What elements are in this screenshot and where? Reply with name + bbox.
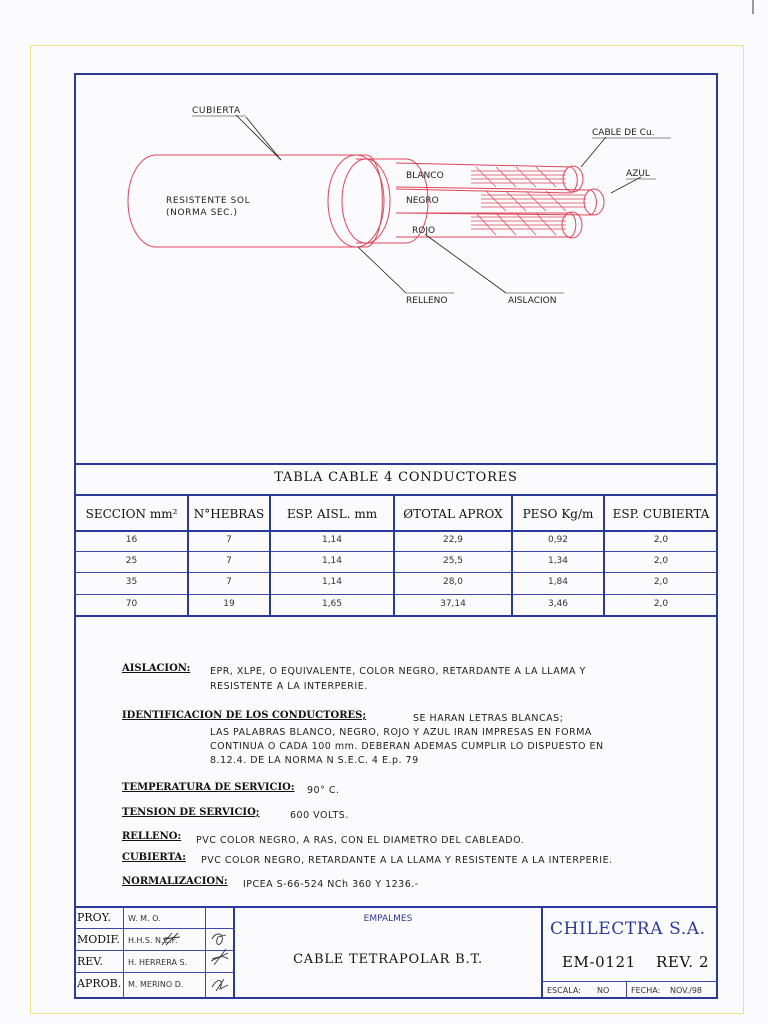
title-block-row-line [542,981,718,982]
signature-image [206,907,233,998]
company-name: CHILECTRA S.A. [550,919,706,939]
note-cubierta-head: CUBIERTA: [122,852,186,863]
note-relleno-value: PVC COLOR NEGRO, A RAS, CON EL DIAMETRO DEL CABLEADO. [196,835,525,846]
table-row-line [74,572,718,573]
table-header: PESO Kg/m [522,507,594,521]
note-relleno-head: RELLENO: [122,831,182,842]
table-header: SECCION mm² [85,507,178,521]
table-cell: 22,9 [442,535,464,545]
note-ident-line: CONTINUA O CADA 100 mm. DEBERAN ADEMAS CUMPLIR LO DISPUESTO EN [210,741,604,752]
table-top-line [74,463,718,465]
note-norm-head: NORMALIZACION: [122,876,228,887]
note-temp-value: 90° C. [307,785,340,796]
table-title-line [74,494,718,496]
title-block-divider [123,906,124,999]
fecha-label: FECHA: [631,986,661,995]
label-aislacion: AISLACION [508,296,557,306]
note-ident-line: SE HARAN LETRAS BLANCAS; [413,713,564,724]
note-aislacion-line: RESISTENTE A LA INTERPERIE. [210,681,368,692]
table-cell: 3,46 [547,599,569,609]
note-tension-head: TENSION DE SERVICIO; [122,807,260,818]
title-block-label: APROB. [77,977,122,990]
title-block-top-line [74,906,718,908]
table-cell: 19 [223,599,235,609]
table-cell: 2,0 [653,599,669,609]
table-cell: 2,0 [653,535,669,545]
note-aislacion-head: AISLACION: [122,663,191,674]
table-cell: 7 [226,535,232,545]
label-negro: NEGRO [406,196,439,206]
table-header: ØTOTAL APROX [403,507,503,521]
table-bottom-line [74,615,718,617]
table-cell: 1,84 [547,577,569,587]
table-cell: 35 [125,577,138,587]
table-cell: 70 [125,599,138,609]
table-header: ESP. AISL. mm [286,507,378,521]
table-cell: 1,14 [321,535,343,545]
table-cell: 1,65 [321,599,343,609]
title-block-value: W. M. O. [128,914,161,923]
table-row-line [74,594,718,595]
escala-label: ESCALA: [547,986,581,995]
label-relleno: RELLENO [406,296,448,306]
note-ident-line: 8.12.4. DE LA NORMA N S.E.C. 4 E.p. 79 [210,755,419,766]
label-cable-cu: CABLE DE Cu. [592,128,655,138]
drawing-code: EM-0121 [562,953,636,971]
table-cell: 1,14 [321,577,343,587]
drawing-revision: REV. 2 [656,953,710,971]
label-resistente: RESISTENTE SOL [166,196,251,206]
title-block-value: H.H.S. N.C.F. [128,936,178,945]
note-cubierta-value: PVC COLOR NEGRO, RETARDANTE A LA LLAMA Y RESISTENTE A LA INTERPERIE. [201,855,613,866]
signature-image [160,929,182,949]
table-header-line [74,530,718,532]
label-rojo: ROJO [412,226,436,236]
label-azul: AZUL [626,169,650,179]
table-cell: 2,0 [653,577,669,587]
note-aislacion-line: EPR, XLPE, O EQUIVALENTE, COLOR NEGRO, RETARDANTE A LA LLAMA Y [210,666,586,677]
title-block-value: H. HERRERA S. [128,958,188,967]
drawing-title: CABLE TETRAPOLAR B.T. [293,952,483,967]
fecha-value: NOV./98 [670,986,702,995]
cable-drawing [76,75,716,463]
table-cell: 25,5 [442,556,464,566]
table-cell: 2,0 [653,556,669,566]
note-norm-value: IPCEA S-66-524 NCh 360 Y 1236.- [243,879,419,890]
label-norma: (NORMA SEC.) [166,208,238,218]
title-block-label: REV. [77,955,103,968]
table-title: TABLA CABLE 4 CONDUCTORES [274,470,518,485]
table-cell: 28,0 [442,577,464,587]
title-block-value: M. MERINO D. [128,980,184,989]
note-ident-line: LAS PALABRAS BLANCO, NEGRO, ROJO Y AZUL IRAN IMPRESAS EN FORMA [210,727,592,738]
table-cell: 37,14 [440,599,466,609]
table-cell: 25 [125,556,138,566]
note-ident-head: IDENTIFICACION DE LOS CONDUCTORES; [122,710,367,721]
table-cell: 7 [226,556,232,566]
label-blanco: BLANCO [406,171,444,181]
table-header: ESP. CUBIERTA [612,507,710,521]
note-tension-value: 600 VOLTS. [290,810,349,821]
table-cell: 7 [226,577,232,587]
corner-mark [752,0,754,14]
table-header: N°HEBRAS [193,507,265,521]
title-block-divider [626,981,627,999]
label-cubierta: CUBIERTA [192,106,241,116]
title-block-label: PROY. [77,911,112,924]
table-cell: 1,14 [321,556,343,566]
table-cell: 0,92 [547,535,569,545]
title-block-label: MODIF. [77,933,120,946]
escala-value: NO [597,986,610,995]
table-cell: 16 [125,535,138,545]
note-temp-head: TEMPERATURA DE SERVICIO: [122,782,295,793]
table-cell: 1,34 [547,556,569,566]
table-row-line [74,551,718,552]
empalmes-label: EMPALMES [363,914,413,924]
title-block-divider [541,906,543,999]
